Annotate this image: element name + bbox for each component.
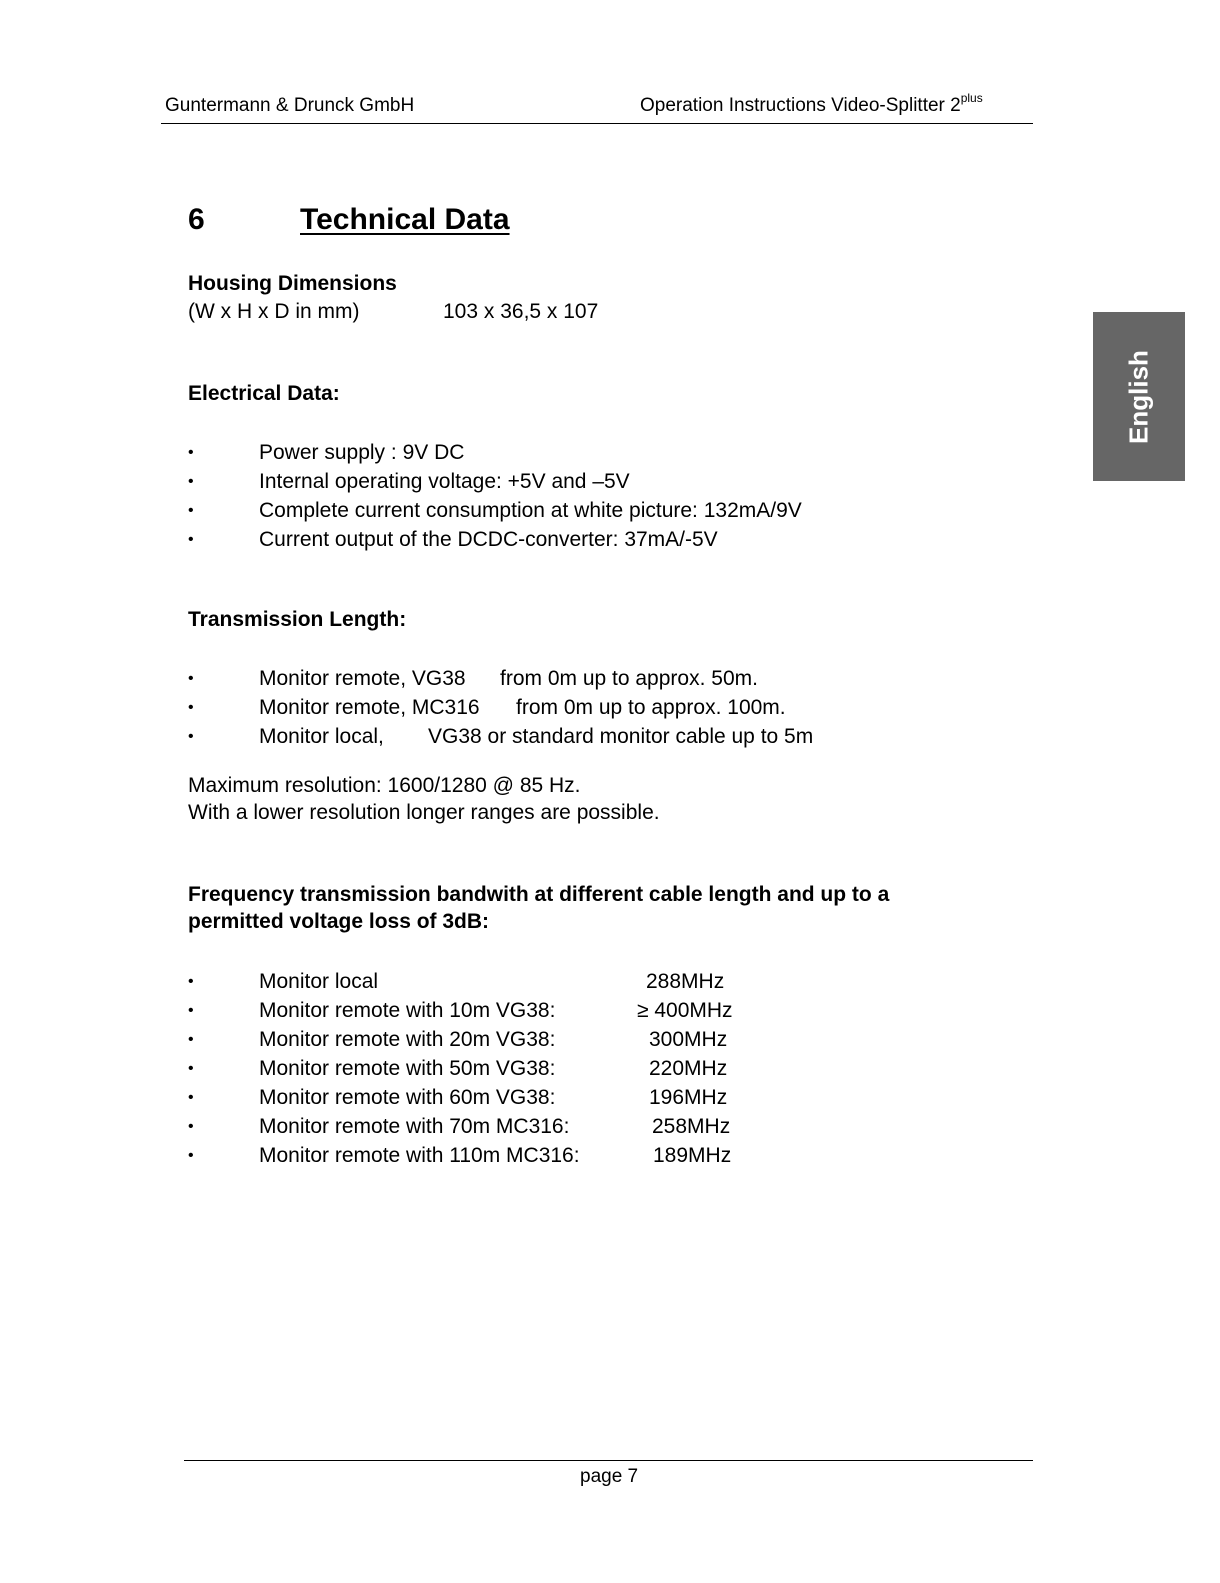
- bullet: •: [188, 670, 194, 687]
- max-resolution-note: Maximum resolution: 1600/1280 @ 85 Hz.: [188, 774, 581, 797]
- bullet: •: [188, 699, 194, 716]
- frequency-heading-line1: Frequency transmission bandwith at different cable length and up to a: [188, 883, 890, 906]
- list-item-value: 220MHz: [649, 1057, 728, 1080]
- list-item-value: from 0m up to approx. 50m.: [500, 667, 758, 690]
- language-tab-label: English: [1123, 349, 1154, 444]
- header-company: Guntermann & Drunck GmbH: [165, 95, 415, 116]
- list-item-label: Monitor remote with 50m VG38:: [259, 1057, 556, 1080]
- bullet: •: [188, 473, 194, 490]
- transmission-heading: Transmission Length:: [188, 608, 407, 631]
- electrical-heading: Electrical Data:: [188, 382, 340, 405]
- housing-heading: Housing Dimensions: [188, 272, 397, 295]
- list-item-label: Monitor remote with 60m VG38:: [259, 1086, 556, 1109]
- bullet: •: [188, 1031, 194, 1048]
- list-item-label: Monitor local,: [259, 725, 384, 748]
- list-item-label: Monitor remote with 110m MC316:: [259, 1144, 580, 1167]
- page-number: page 7: [580, 1466, 639, 1487]
- bullet: •: [188, 1147, 194, 1164]
- list-item-value: ≥ 400MHz: [637, 999, 733, 1022]
- bullet: •: [188, 1118, 194, 1135]
- list-item-label: Monitor remote, MC316: [259, 696, 480, 719]
- list-item-label: Monitor remote, VG38: [259, 667, 466, 690]
- list-item-value: 196MHz: [649, 1086, 728, 1109]
- list-item-label: Monitor remote with 20m VG38:: [259, 1028, 556, 1051]
- lower-resolution-note: With a lower resolution longer ranges are possible.: [188, 801, 660, 824]
- list-item-text: Power supply : 9V DC: [259, 441, 465, 464]
- bullet: •: [188, 973, 194, 990]
- chapter-number: 6: [188, 203, 205, 236]
- header-doc-title: [640, 91, 983, 117]
- housing-label: (W x H x D in mm): [188, 300, 360, 323]
- footer-rule: [184, 1460, 1033, 1461]
- list-item-value: 288MHz: [646, 970, 725, 993]
- header-rule: [161, 123, 1033, 124]
- list-item-text: Current output of the DCDC-converter: 37mA/-5V: [259, 528, 718, 551]
- chapter-title: Technical Data: [300, 203, 510, 236]
- housing-value: 103 x 36,5 x 107: [443, 300, 599, 323]
- list-item-text: Complete current consumption at white picture: 132mA/9V: [259, 499, 802, 522]
- list-item-value: VG38 or standard monitor cable up to 5m: [428, 725, 814, 748]
- list-item-value: 189MHz: [653, 1144, 732, 1167]
- list-item-value: 300MHz: [649, 1028, 728, 1051]
- list-item-label: Monitor local: [259, 970, 379, 993]
- header-doc-title-sup: plus: [960, 91, 983, 105]
- list-item-label: Monitor remote with 10m VG38:: [259, 999, 556, 1022]
- list-item-value: 258MHz: [652, 1115, 731, 1138]
- bullet: •: [188, 531, 194, 548]
- frequency-heading-line2: permitted voltage loss of 3dB:: [188, 910, 490, 933]
- bullet: •: [188, 728, 194, 745]
- list-item-label: Monitor remote with 70m MC316:: [259, 1115, 570, 1138]
- list-item-value: from 0m up to approx. 100m.: [516, 696, 786, 719]
- bullet: •: [188, 1002, 194, 1019]
- language-tab: [1093, 312, 1185, 481]
- bullet: •: [188, 502, 194, 519]
- bullet: •: [188, 1060, 194, 1077]
- bullet: •: [188, 444, 194, 461]
- header-doc-title-text: Operation Instructions Video-Splitter 2: [640, 95, 961, 116]
- bullet: •: [188, 1089, 194, 1106]
- list-item-text: Internal operating voltage: +5V and –5V: [259, 470, 630, 493]
